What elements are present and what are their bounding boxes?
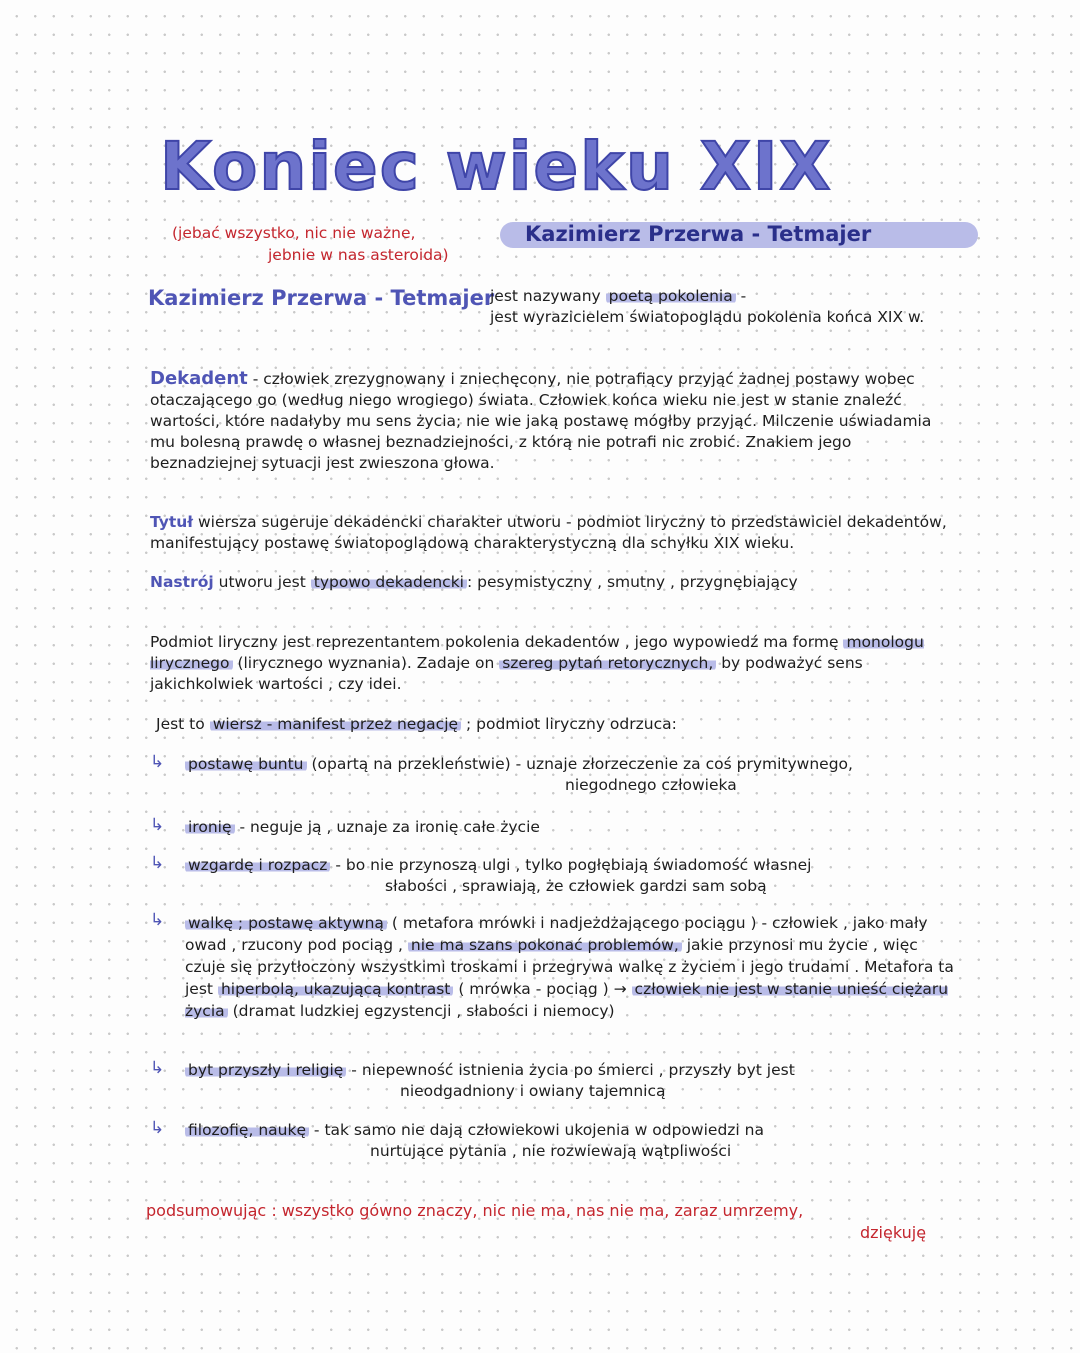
- aside-note: [172, 222, 449, 266]
- bullet-text: - neguje ją , uznaje za ironię całe życie: [239, 818, 540, 836]
- tytul-text: wiersza sugeruje dekadencki charakter utworu - podmiot liryczny to przedstawiciel dekadentów, manifestujący postawę światopoglądową charakterystyczną dla schyłku XIX wieku.: [150, 513, 947, 552]
- bullet-text: (opartą na przekleństwie) - uznaje złorzeczenie za coś prymitywnego,: [311, 755, 853, 773]
- aside-note-line-1: (jebać wszystko, nic nie ważne,: [172, 224, 416, 242]
- nastroj-text-2: : pesymistyczny , smutny , przygnębiający: [467, 573, 798, 591]
- manifest-highlight: wiersz - manifest przez negację: [210, 715, 461, 733]
- arrow-icon: ↳: [150, 752, 165, 772]
- bullet-item: [185, 1120, 955, 1162]
- bullet-highlight: ironię: [185, 818, 235, 836]
- arrow-icon: ↳: [150, 1058, 165, 1078]
- manifest-text-1: Jest to: [156, 715, 205, 733]
- nastroj-text-1: utworu jest: [218, 573, 306, 591]
- author-desc-line-2: jest wyrazicielem światopoglądu pokolenia końca XIX w.: [490, 308, 925, 326]
- bullet-highlight: postawę buntu: [185, 755, 307, 773]
- tytul-paragraph: [150, 512, 950, 554]
- podmiot-text-3: by podważyć sens jakichkolwiek wartości , czy idei.: [150, 654, 863, 693]
- bullet-highlight: walkę ; postawę aktywną: [185, 914, 387, 932]
- arrow-icon: ↳: [150, 910, 165, 930]
- podmiot-text-1: Podmiot liryczny jest reprezentantem pokolenia dekadentów , jego wypowiedź ma formę: [150, 633, 839, 651]
- author-header: Kazimierz Przerwa - Tetmajer: [525, 222, 872, 246]
- author-desc-dash: -: [740, 287, 747, 305]
- bullet-highlight: wzgardę i rozpacz: [185, 856, 330, 874]
- dekadent-text: - człowiek zrezygnowany i zniechęcony, nie potrafiący przyjąć żadnej postawy wobec otaczającego go (według niego wrogiego) świata. Człowiek końca wieku nie jest w stanie znaleźć wartości, które nadałyby mu sens życia; nie wie jaką postawę mógłby przyjąć. Milczenie uświadamia mu bolesną prawdę o własnej beznadziejności, z którą nie potrafi nic zrobić. Znakiem jego beznadziejnej sytuacji jest zwieszona głowa.: [150, 370, 932, 472]
- bullet-highlight: byt przyszły i religię: [185, 1061, 346, 1079]
- nastroj-highlight: typowo dekadencki: [311, 573, 467, 591]
- aside-note-line-2: jebnie w nas asteroida): [268, 246, 449, 264]
- page-title: Koniec wieku XIX: [160, 128, 833, 205]
- summary-signoff: dziękuję: [860, 1223, 927, 1242]
- bullet-item: [185, 817, 955, 838]
- bullet-item: [185, 754, 955, 796]
- bullet-line-2: niegodnego człowieka: [565, 776, 737, 794]
- bullet-text-3: ( mrówka - pociąg ) →: [458, 980, 627, 998]
- bullet-highlight: filozofię, naukę: [185, 1121, 309, 1139]
- bullet-text-4: (dramat ludzkiej egzystencji , słabości i niemocy): [232, 1002, 615, 1020]
- bullet-text: - tak samo nie dają człowiekowi ukojenia w odpowiedzi na: [313, 1121, 764, 1139]
- bullet-line-2: słabości , sprawiają, że człowiek gardzi sam sobą: [385, 877, 767, 895]
- bullet-highlight-2: nie ma szans pokonać problemów,: [408, 936, 682, 954]
- podmiot-paragraph: [150, 632, 950, 695]
- bullet-highlight-3: hiperbolą, ukazującą kontrast: [218, 980, 453, 998]
- bullet-item: [185, 1060, 955, 1102]
- arrow-icon: ↳: [150, 853, 165, 873]
- bullet-text: - niepewność istnienia życia po śmierci , przyszły byt jest: [351, 1061, 795, 1079]
- author-desc-text: jest nazywany: [490, 287, 601, 305]
- dekadent-term: Dekadent: [150, 368, 248, 389]
- bullet-line-2: nurtujące pytania , nie rozwiewają wątpliwości: [370, 1142, 732, 1160]
- bullet-item: [185, 855, 955, 897]
- author-desc-highlight: poetą pokolenia: [606, 287, 736, 305]
- nastroj-term: Nastrój: [150, 573, 214, 591]
- arrow-icon: ↳: [150, 815, 165, 835]
- author-description: [490, 286, 924, 328]
- nastroj-paragraph: [150, 572, 950, 593]
- bullet-text: ( metafora mrówki i nadjeżdżającego pociągu ) - człowiek , jako mały owad , rzucony pod pociąg ,: [185, 914, 928, 954]
- podmiot-highlight-1: monologu lirycznego: [150, 633, 924, 672]
- bullet-text: - bo nie przynoszą ulgi , tylko pogłębiają świadomość własnej: [335, 856, 812, 874]
- podmiot-text-2: (lirycznego wyznania). Zadaje on: [237, 654, 495, 672]
- summary-line: podsumowując : wszystko gówno znaczy, nic nie ma, nas nie ma, zaraz umrzemy,: [146, 1201, 804, 1220]
- dekadent-paragraph: [150, 368, 950, 474]
- arrow-icon: ↳: [150, 1118, 165, 1138]
- manifest-text-2: ; podmiot liryczny odrzuca:: [465, 715, 677, 733]
- tytul-term: Tytuł: [150, 513, 194, 531]
- bullet-highlight-4: człowiek nie jest w stanie unieść ciężaru życia: [185, 980, 949, 1020]
- bullet-item: [185, 912, 955, 1022]
- bullet-text-2: jakie przynosi mu życie , więc czuje się przytłoczony wszystkimi troskami i przegrywa walkę z życiem i jego trudami . Metafora ta jest: [185, 936, 954, 998]
- podmiot-highlight-2: szereg pytań retorycznych,: [499, 654, 716, 672]
- bullet-line-2: nieodgadniony i owiany tajemnicą: [400, 1082, 666, 1100]
- manifest-line: [156, 714, 956, 735]
- author-name: Kazimierz Przerwa - Tetmajer: [148, 286, 495, 310]
